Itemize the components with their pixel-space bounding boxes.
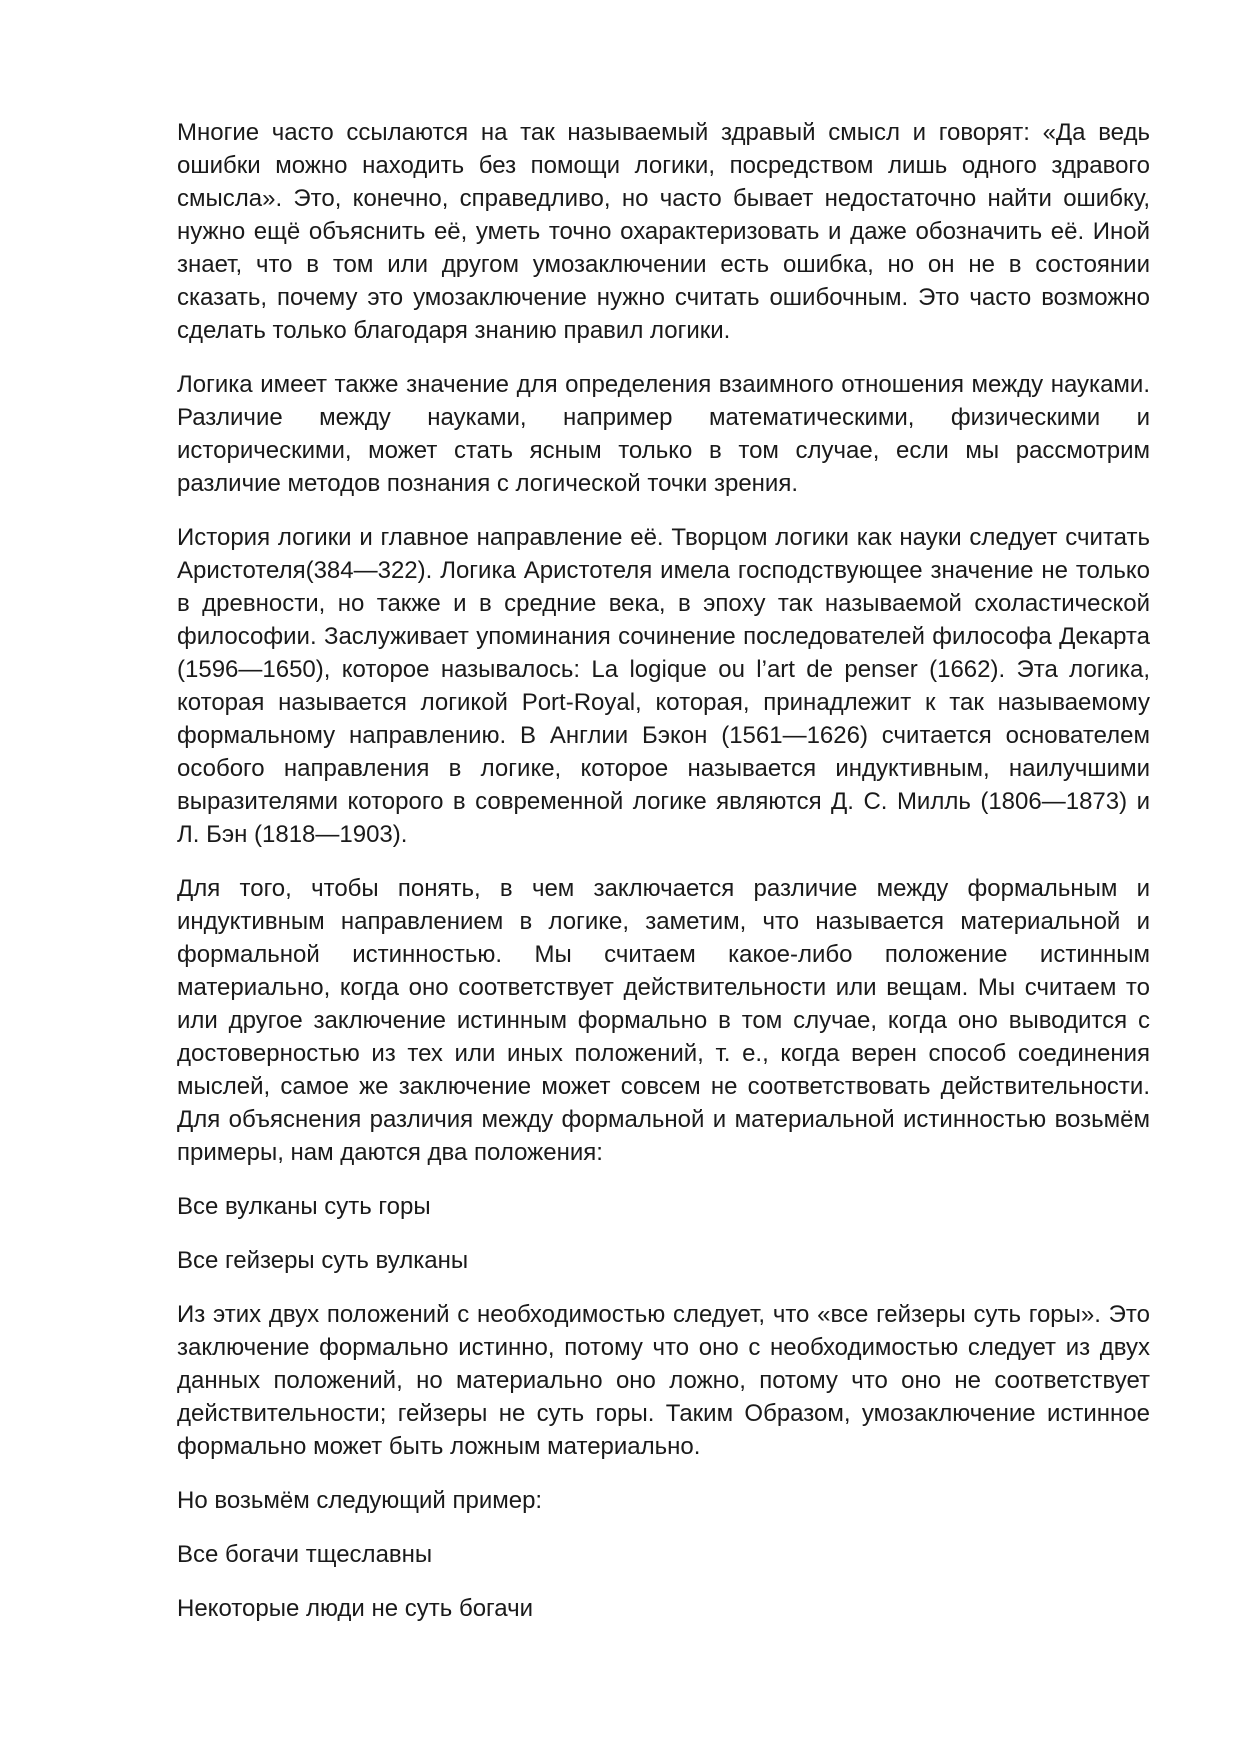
premise-some-people: Некоторые люди не суть богачи	[177, 1595, 533, 1622]
premise-rich-vain: Все богачи тщеславны	[177, 1541, 433, 1568]
premise-geysers: Все гейзеры суть вулканы	[177, 1247, 469, 1274]
example-intro: Но возьмём следующий пример:	[177, 1487, 543, 1514]
paragraph-logic-and-sciences: Логика имеет также значение для определения взаимного отношения между науками. Различие между науками, например математическими, физическими и историческими, может стать ясным только в том случае, если мы рассмотрим различие методов познания с логической точки зрения.	[177, 371, 1150, 497]
text-body	[177, 116, 1150, 1646]
paragraph-common-sense: Многие часто ссылаются на так называемый здравый смысл и говорят: «Да ведь ошибки можно находить без помощи логики, посредством лишь одного здравого смысла». Это, конечно, справедливо, но часто бывает недостаточно найти ошибку, нужно ещё объяснить её, уметь точно охарактеризовать и даже обозначить её. Иной знает, что в том или другом умозаключении есть ошибка, но он не в состоянии сказать, почему это умозаключение нужно считать ошибочным. Это часто возможно сделать только благодаря знанию правил логики.	[177, 119, 1150, 344]
premise-volcanoes: Все вулканы суть горы	[177, 1193, 431, 1220]
paragraph-history-of-logic: История логики и главное направление её. Творцом логики как науки следует считать Аристотеля(384—322). Логика Аристотеля имела господствующее значение не только в древности, но также и в средние века, в эпоху так называемой схоластической философии. Заслуживает упоминания сочинение последователей философа Декарта (1596—1650), которое называлось: La logique ou l’art de penser (1662). Эта логика, которая называется логикой Port-Royal, которая, принадлежит к так называемому формальному направлению. В Англии Бэкон (1561—1626) считается основателем особого направления в логике, которое называется индуктивным, наилучшими выразителями которого в современной логике являются Д. С. Милль (1806—1873) и Л. Бэн (1818—1903).	[177, 524, 1150, 848]
paragraph-conclusion-explanation: Из этих двух положений с необходимостью следует, что «все гейзеры суть горы». Это заключение формально истинно, потому что оно с необходимостью следует из двух данных положений, но материально оно ложно, потому что оно не соответствует действительности; гейзеры не суть горы. Таким Образом, умозаключение истинное формально может быть ложным материально.	[177, 1301, 1150, 1460]
paragraph-formal-vs-material: Для того, чтобы понять, в чем заключается различие между формальным и индуктивным направлением в логике, заметим, что называется материальной и формальной истинностью. Мы считаем какое-либо положение истинным материально, когда оно соответствует действительности или вещам. Мы считаем то или другое заключение истинным формально в том случае, когда оно выводится с достоверностью из тех или иных положений, т. е., когда верен способ соединения мыслей, самое же заключение может совсем не соответствовать действительности. Для объяснения различия между формальной и материальной истинностью возьмём примеры, нам даются два положения:	[177, 875, 1150, 1166]
